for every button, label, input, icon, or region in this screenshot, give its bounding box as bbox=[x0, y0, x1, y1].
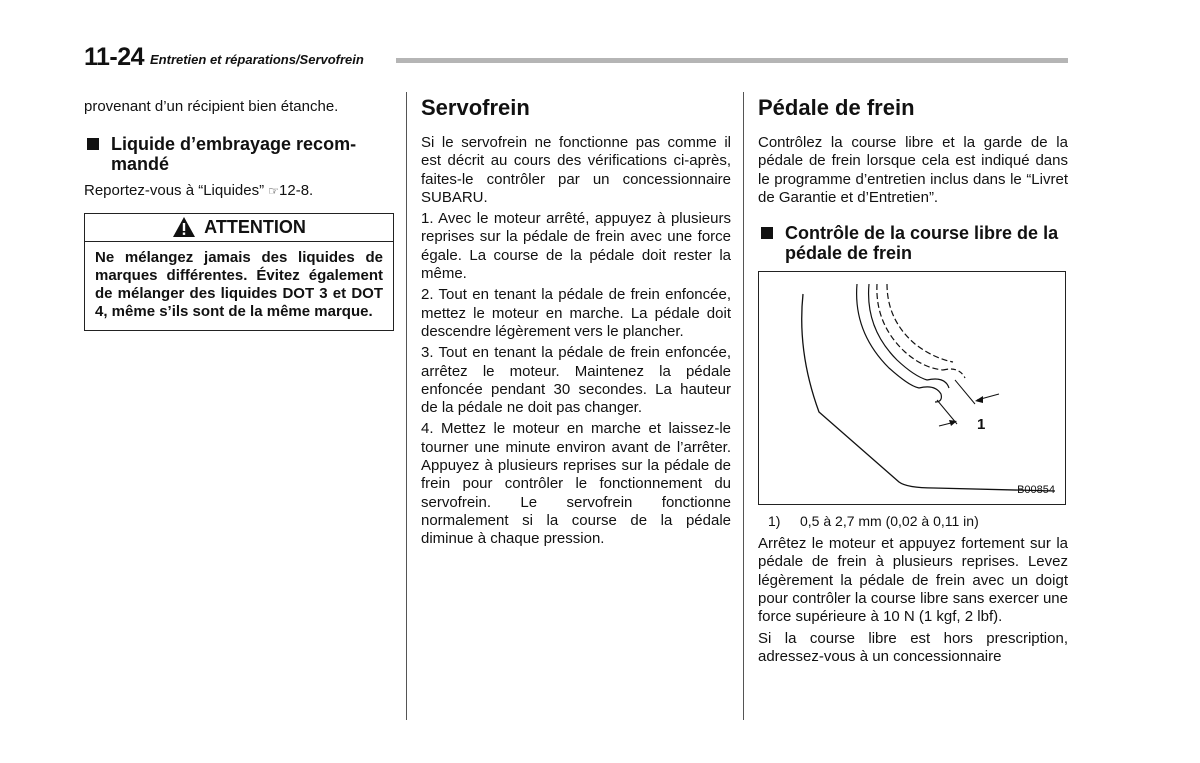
brake-pedal-heading: Pédale de frein bbox=[758, 95, 915, 120]
brake-booster-heading: Servofrein bbox=[421, 95, 530, 120]
booster-step-2: 2. Tout en tenant la pédale de frein enfoncée, mettez le moteur en marche. La pédale doit descendre légèrement vers le plancher. bbox=[421, 286, 731, 340]
reference-page: 12-8. bbox=[279, 182, 314, 200]
figure-callout-label: 1 bbox=[977, 416, 986, 434]
column-3 bbox=[758, 92, 1068, 669]
column-2 bbox=[421, 92, 731, 552]
column-divider-1 bbox=[406, 92, 407, 720]
intro-text: provenant d’un récipient bien étanche. bbox=[84, 98, 339, 115]
section-title: Entretien et réparations/Servofrein bbox=[150, 52, 364, 67]
free-play-heading bbox=[758, 223, 1068, 263]
reference-line bbox=[84, 182, 394, 200]
header-rule bbox=[396, 58, 1068, 63]
figure-caption bbox=[768, 513, 1068, 529]
reference-text: Reportez-vous à “Liquides” bbox=[84, 182, 269, 200]
booster-step-1: 1. Avec le moteur arrêté, appuyez à plusieurs reprises sur la pédale de frein avec une force égale. La course de la pédale doit rester la même. bbox=[421, 210, 731, 283]
warning-triangle-icon bbox=[172, 216, 196, 238]
attention-box bbox=[84, 213, 394, 331]
caption-text: 0,5 à 2,7 mm (0,02 à 0,11 in) bbox=[800, 513, 979, 530]
reference-pointer-icon: ☞ bbox=[268, 184, 280, 199]
caption-number: 1) bbox=[768, 513, 781, 530]
booster-step-4: 4. Mettez le moteur en marche et laissez-le tourner une minute environ avant de l’arrêter. Appuyez à plusieurs reprises sur la pédale de frein pour contrôler le fonctionnement du servofrein. Le servofrein fonctionne normalement si la course de la pédale diminue à chaque pression. bbox=[421, 420, 731, 548]
booster-step-3: 3. Tout en tenant la pédale de frein enfoncée, arrêtez le moteur. Maintenez la pédale enfoncée pendant 30 secondes. La hauteur de la pédale ne doit pas changer. bbox=[421, 344, 731, 417]
brake-pedal-figure bbox=[758, 271, 1066, 505]
booster-paragraph: Si le servofrein ne fonctionne pas comme il est décrit au cours des vérifications ci-après, faites-le contrôler par un concessionnaire SUBARU. bbox=[421, 134, 731, 206]
page-header bbox=[84, 40, 1068, 70]
square-bullet-icon bbox=[87, 138, 99, 150]
brake-pedal-intro: Contrôlez la course libre et la garde de la pédale de frein lorsque cela est indiqué dans le programme d’entretien inclus dans le “Livret de Garantie et d’Entretien”. bbox=[758, 134, 1068, 206]
attention-body: Ne mélangez jamais des liquides de marques différentes. Évitez également de mélanger des liquides DOT 3 et DOT 4, même s’ils sont de la même marque. bbox=[95, 248, 383, 321]
figure-code: B00854 bbox=[1017, 484, 1055, 497]
square-bullet-icon bbox=[761, 227, 773, 239]
free-play-out-of-spec: Si la course libre est hors prescription, adressez-vous à un concessionnaire bbox=[758, 629, 1068, 665]
page-number: 11-24 bbox=[84, 43, 145, 71]
brake-pedal-diagram bbox=[759, 272, 1065, 504]
column-divider-2 bbox=[743, 92, 744, 720]
column-1 bbox=[84, 92, 394, 331]
clutch-fluid-heading-text: Liquide d’embrayage recom-mandé bbox=[111, 134, 357, 175]
free-play-heading-text: Contrôle de la course libre de la pédale de frein bbox=[785, 223, 1059, 264]
free-play-instructions: Arrêtez le moteur et appuyez fortement sur la pédale de frein à plusieurs reprises. Levez légèrement la pédale de frein avec un doigt pour contrôler la course libre sans exercer une force supérieure à 10 N (1 kgf, 2 lbf). bbox=[758, 535, 1068, 626]
clutch-fluid-heading bbox=[84, 134, 394, 174]
attention-title: ATTENTION bbox=[204, 216, 306, 237]
attention-header bbox=[85, 214, 393, 242]
